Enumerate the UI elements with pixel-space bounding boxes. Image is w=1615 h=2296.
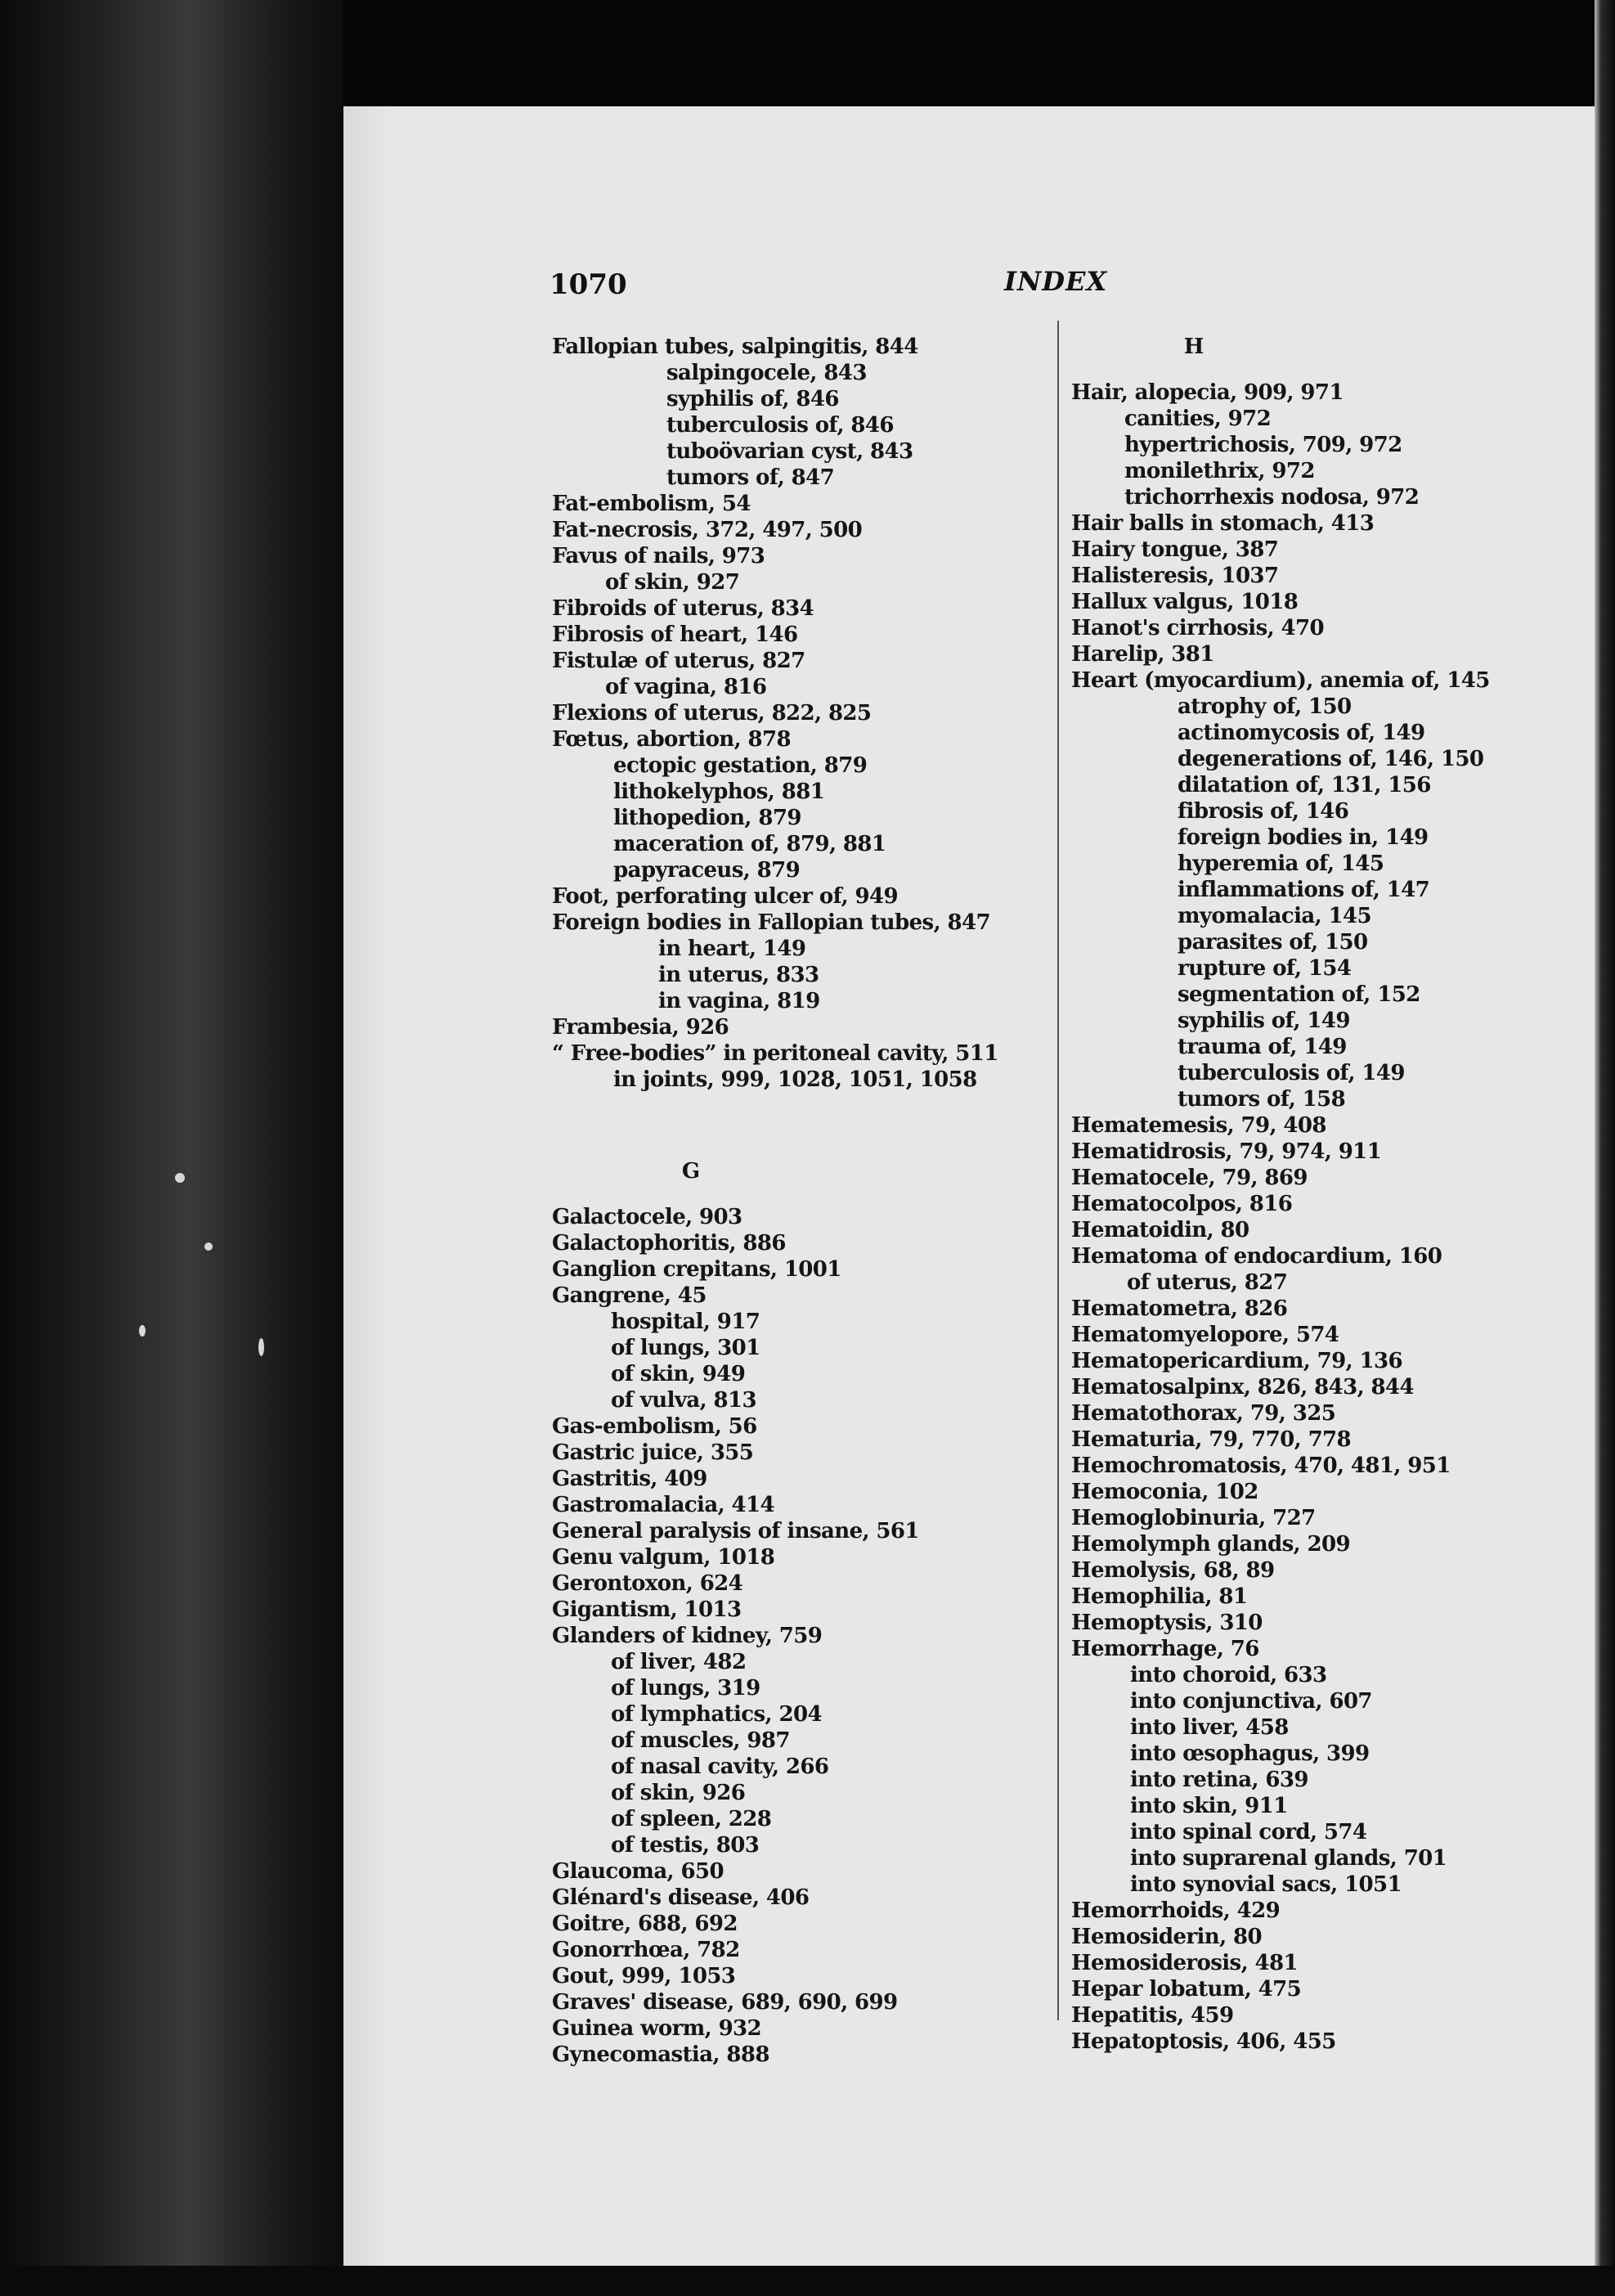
index-entry: Hair balls in stomach, 413 xyxy=(1071,511,1375,536)
index-subentry: syphilis of, 846 xyxy=(666,387,839,411)
index-entry: Flexions of uterus, 822, 825 xyxy=(552,701,872,726)
index-entry: Fistulæ of uterus, 827 xyxy=(552,649,805,673)
section-g-entries xyxy=(552,1204,1043,2068)
scan-speck xyxy=(204,1242,213,1251)
index-subentry: tumors of, 847 xyxy=(666,465,835,490)
index-entry: Hemolysis, 68, 89 xyxy=(1071,1558,1275,1583)
index-entry: Harelip, 381 xyxy=(1071,642,1214,667)
index-subentry: in joints, 999, 1028, 1051, 1058 xyxy=(613,1067,977,1092)
index-entry: Hemosiderosis, 481 xyxy=(1071,1951,1298,1975)
index-subentry: actinomycosis of, 149 xyxy=(1178,721,1425,745)
index-entry: Hemorrhage, 76 xyxy=(1071,1637,1259,1661)
index-entry: Hematometra, 826 xyxy=(1071,1296,1288,1321)
index-entry: Hematosalpinx, 826, 843, 844 xyxy=(1071,1375,1414,1400)
index-entry: Hepatoptosis, 406, 455 xyxy=(1071,2029,1336,2054)
index-entry: Hemoconia, 102 xyxy=(1071,1480,1258,1504)
index-subentry: into liver, 458 xyxy=(1130,1715,1289,1740)
index-subentry: into retina, 639 xyxy=(1130,1768,1308,1792)
index-entry: Hemorrhoids, 429 xyxy=(1071,1898,1281,1923)
index-entry: Gas-embolism, 56 xyxy=(552,1414,757,1439)
index-entry: Goitre, 688, 692 xyxy=(552,1912,738,1936)
index-subentry: of vulva, 813 xyxy=(611,1388,756,1413)
index-subentry: trichorrhexis nodosa, 972 xyxy=(1124,485,1420,510)
index-entry: Frambesia, 926 xyxy=(552,1015,729,1040)
index-entry: Gerontoxon, 624 xyxy=(552,1571,743,1596)
index-subentry: rupture of, 154 xyxy=(1178,956,1352,981)
index-entry: Glénard's disease, 406 xyxy=(552,1885,810,1910)
index-entry: Guinea worm, 932 xyxy=(552,2016,762,2041)
index-subentry: into synovial sacs, 1051 xyxy=(1130,1872,1402,1897)
index-entry: Gonorrhœa, 782 xyxy=(552,1938,740,1962)
section-heading-h: H xyxy=(1183,335,1205,359)
index-entry: Glanders of kidney, 759 xyxy=(552,1624,823,1648)
index-entry: Foreign bodies in Fallopian tubes, 847 xyxy=(552,910,990,935)
index-entry: Gastritis, 409 xyxy=(552,1467,707,1491)
index-entry: Hematemesis, 79, 408 xyxy=(1071,1113,1326,1138)
index-entry: Gangrene, 45 xyxy=(552,1283,707,1308)
book-page xyxy=(343,106,1595,2266)
index-entry: Foot, perforating ulcer of, 949 xyxy=(552,884,898,909)
index-subentry: foreign bodies in, 149 xyxy=(1178,825,1429,850)
scan-right-border xyxy=(1595,0,1615,2296)
index-subentry: fibrosis of, 146 xyxy=(1178,799,1349,824)
index-entry: Hematocele, 79, 869 xyxy=(1071,1166,1308,1190)
index-subentry: of uterus, 827 xyxy=(1127,1270,1288,1295)
index-subentry: in uterus, 833 xyxy=(658,963,819,987)
index-entry: Galactophoritis, 886 xyxy=(552,1231,786,1256)
index-subentry: into suprarenal glands, 701 xyxy=(1130,1846,1447,1871)
section-heading-g: G xyxy=(681,1159,701,1184)
index-entry: Halisteresis, 1037 xyxy=(1071,564,1279,588)
scan-speck xyxy=(175,1173,185,1183)
index-subentry: in heart, 149 xyxy=(658,937,806,961)
section-f-entries xyxy=(552,334,1043,1093)
index-entry: Glaucoma, 650 xyxy=(552,1859,724,1884)
index-subentry: ectopic gestation, 879 xyxy=(613,753,868,778)
index-subentry: dilatation of, 131, 156 xyxy=(1178,773,1431,798)
index-subentry: of skin, 949 xyxy=(611,1362,746,1386)
index-entry: Hematoidin, 80 xyxy=(1071,1218,1249,1242)
index-entry: Hematocolpos, 816 xyxy=(1071,1192,1293,1216)
index-subentry: segmentation of, 152 xyxy=(1178,982,1420,1007)
index-subentry: tuberculosis of, 149 xyxy=(1178,1061,1405,1085)
index-entry: Fibroids of uterus, 834 xyxy=(552,596,814,621)
page-header xyxy=(343,106,1595,319)
scan-left-border xyxy=(0,0,343,2296)
index-subentry: into œsophagus, 399 xyxy=(1130,1741,1370,1766)
index-subentry: hospital, 917 xyxy=(611,1310,760,1334)
index-subentry: of muscles, 987 xyxy=(611,1728,790,1753)
index-subentry: myomalacia, 145 xyxy=(1178,904,1371,928)
index-entry: Favus of nails, 973 xyxy=(552,544,765,568)
index-entry: Fœtus, abortion, 878 xyxy=(552,727,791,752)
index-entry: Hematoma of endocardium, 160 xyxy=(1071,1244,1442,1269)
index-entry: Hemophilia, 81 xyxy=(1071,1584,1248,1609)
index-entry: Gigantism, 1013 xyxy=(552,1597,742,1622)
scan-bottom-border xyxy=(0,2266,1615,2296)
index-entry: Graves' disease, 689, 690, 699 xyxy=(552,1990,898,2015)
index-subentry: into choroid, 633 xyxy=(1130,1663,1327,1687)
index-entry: Gout, 999, 1053 xyxy=(552,1964,736,1988)
index-subentry: of skin, 926 xyxy=(611,1781,746,1805)
index-entry: Heart (myocardium), anemia of, 145 xyxy=(1071,668,1490,693)
index-subentry: inflammations of, 147 xyxy=(1178,878,1430,902)
index-entry: General paralysis of insane, 561 xyxy=(552,1519,919,1543)
index-column-right xyxy=(1071,334,1586,2055)
index-subentry: trauma of, 149 xyxy=(1178,1035,1347,1059)
index-entry: Hematidrosis, 79, 974, 911 xyxy=(1071,1139,1382,1164)
index-entry: Hair, alopecia, 909, 971 xyxy=(1071,380,1344,405)
index-entry: Hemoglobinuria, 727 xyxy=(1071,1506,1316,1530)
index-subentry: of lymphatics, 204 xyxy=(611,1702,822,1727)
index-entry: Hematomyelopore, 574 xyxy=(1071,1323,1339,1347)
index-entry: Fat-embolism, 54 xyxy=(552,492,751,516)
index-entry: Hemochromatosis, 470, 481, 951 xyxy=(1071,1454,1451,1478)
scan-speck xyxy=(258,1338,264,1356)
page-number: 1070 xyxy=(550,268,627,301)
index-entry: Hematuria, 79, 770, 778 xyxy=(1071,1427,1352,1452)
index-subentry: tuberculosis of, 846 xyxy=(666,413,894,438)
index-subentry: lithopedion, 879 xyxy=(613,806,801,830)
index-subentry: tuboövarian cyst, 843 xyxy=(666,439,913,464)
index-subentry: degenerations of, 146, 150 xyxy=(1178,747,1484,771)
index-subentry: of skin, 927 xyxy=(605,570,740,595)
index-subentry: into spinal cord, 574 xyxy=(1130,1820,1367,1844)
index-subentry: of lungs, 319 xyxy=(611,1676,760,1701)
index-subentry: atrophy of, 150 xyxy=(1178,694,1352,719)
index-column-left xyxy=(552,334,1043,2068)
index-subentry: hypertrichosis, 709, 972 xyxy=(1124,433,1402,457)
index-entry: Gastromalacia, 414 xyxy=(552,1493,774,1517)
index-subentry: hyperemia of, 145 xyxy=(1178,851,1384,876)
index-subentry: maceration of, 879, 881 xyxy=(613,832,886,856)
index-entry: Ganglion crepitans, 1001 xyxy=(552,1257,841,1282)
index-entry: Galactocele, 903 xyxy=(552,1205,742,1229)
index-subentry: of testis, 803 xyxy=(611,1833,760,1858)
index-entry: Hallux valgus, 1018 xyxy=(1071,590,1299,614)
index-subentry: of nasal cavity, 266 xyxy=(611,1755,829,1779)
index-entry: Hemosiderin, 80 xyxy=(1071,1925,1262,1949)
index-entry: Hematothorax, 79, 325 xyxy=(1071,1401,1336,1426)
index-subentry: salpingocele, 843 xyxy=(666,361,867,385)
scan-speck xyxy=(139,1325,146,1337)
section-h-entries xyxy=(1071,380,1586,2055)
index-subentry: in vagina, 819 xyxy=(658,989,820,1013)
index-entry: Genu valgum, 1018 xyxy=(552,1545,775,1570)
index-entry: Gastric juice, 355 xyxy=(552,1440,754,1465)
index-subentry: of lungs, 301 xyxy=(611,1336,760,1360)
index-subentry: into skin, 911 xyxy=(1130,1794,1288,1818)
index-entry: Hanot's cirrhosis, 470 xyxy=(1071,616,1324,640)
index-entry: “ Free-bodies” in peritoneal cavity, 511 xyxy=(552,1041,998,1066)
column-divider xyxy=(1057,321,1059,2020)
index-subentry: lithokelyphos, 881 xyxy=(613,780,825,804)
index-subentry: syphilis of, 149 xyxy=(1178,1009,1350,1033)
index-subentry: of vagina, 816 xyxy=(605,675,767,699)
index-subentry: tumors of, 158 xyxy=(1178,1087,1346,1112)
index-entry: Hepar lobatum, 475 xyxy=(1071,1977,1302,2002)
running-title: INDEX xyxy=(1004,266,1108,297)
index-subentry: monilethrix, 972 xyxy=(1124,459,1315,483)
index-entry: Fat-necrosis, 372, 497, 500 xyxy=(552,518,863,542)
index-entry: Hemolymph glands, 209 xyxy=(1071,1532,1350,1557)
index-entry: Gynecomastia, 888 xyxy=(552,2042,769,2067)
index-subentry: canities, 972 xyxy=(1124,407,1272,431)
index-entry: Hairy tongue, 387 xyxy=(1071,537,1279,562)
index-subentry: parasites of, 150 xyxy=(1178,930,1368,955)
index-subentry: papyraceus, 879 xyxy=(613,858,801,883)
index-entry: Fallopian tubes, salpingitis, 844 xyxy=(552,335,918,359)
index-entry: Hemoptysis, 310 xyxy=(1071,1611,1263,1635)
index-subentry: of spleen, 228 xyxy=(611,1807,772,1831)
index-subentry: into conjunctiva, 607 xyxy=(1130,1689,1372,1714)
index-subentry: of liver, 482 xyxy=(611,1650,747,1674)
index-entry: Fibrosis of heart, 146 xyxy=(552,622,798,647)
index-entry: Hepatitis, 459 xyxy=(1071,2003,1234,2028)
index-entry: Hematopericardium, 79, 136 xyxy=(1071,1349,1403,1373)
